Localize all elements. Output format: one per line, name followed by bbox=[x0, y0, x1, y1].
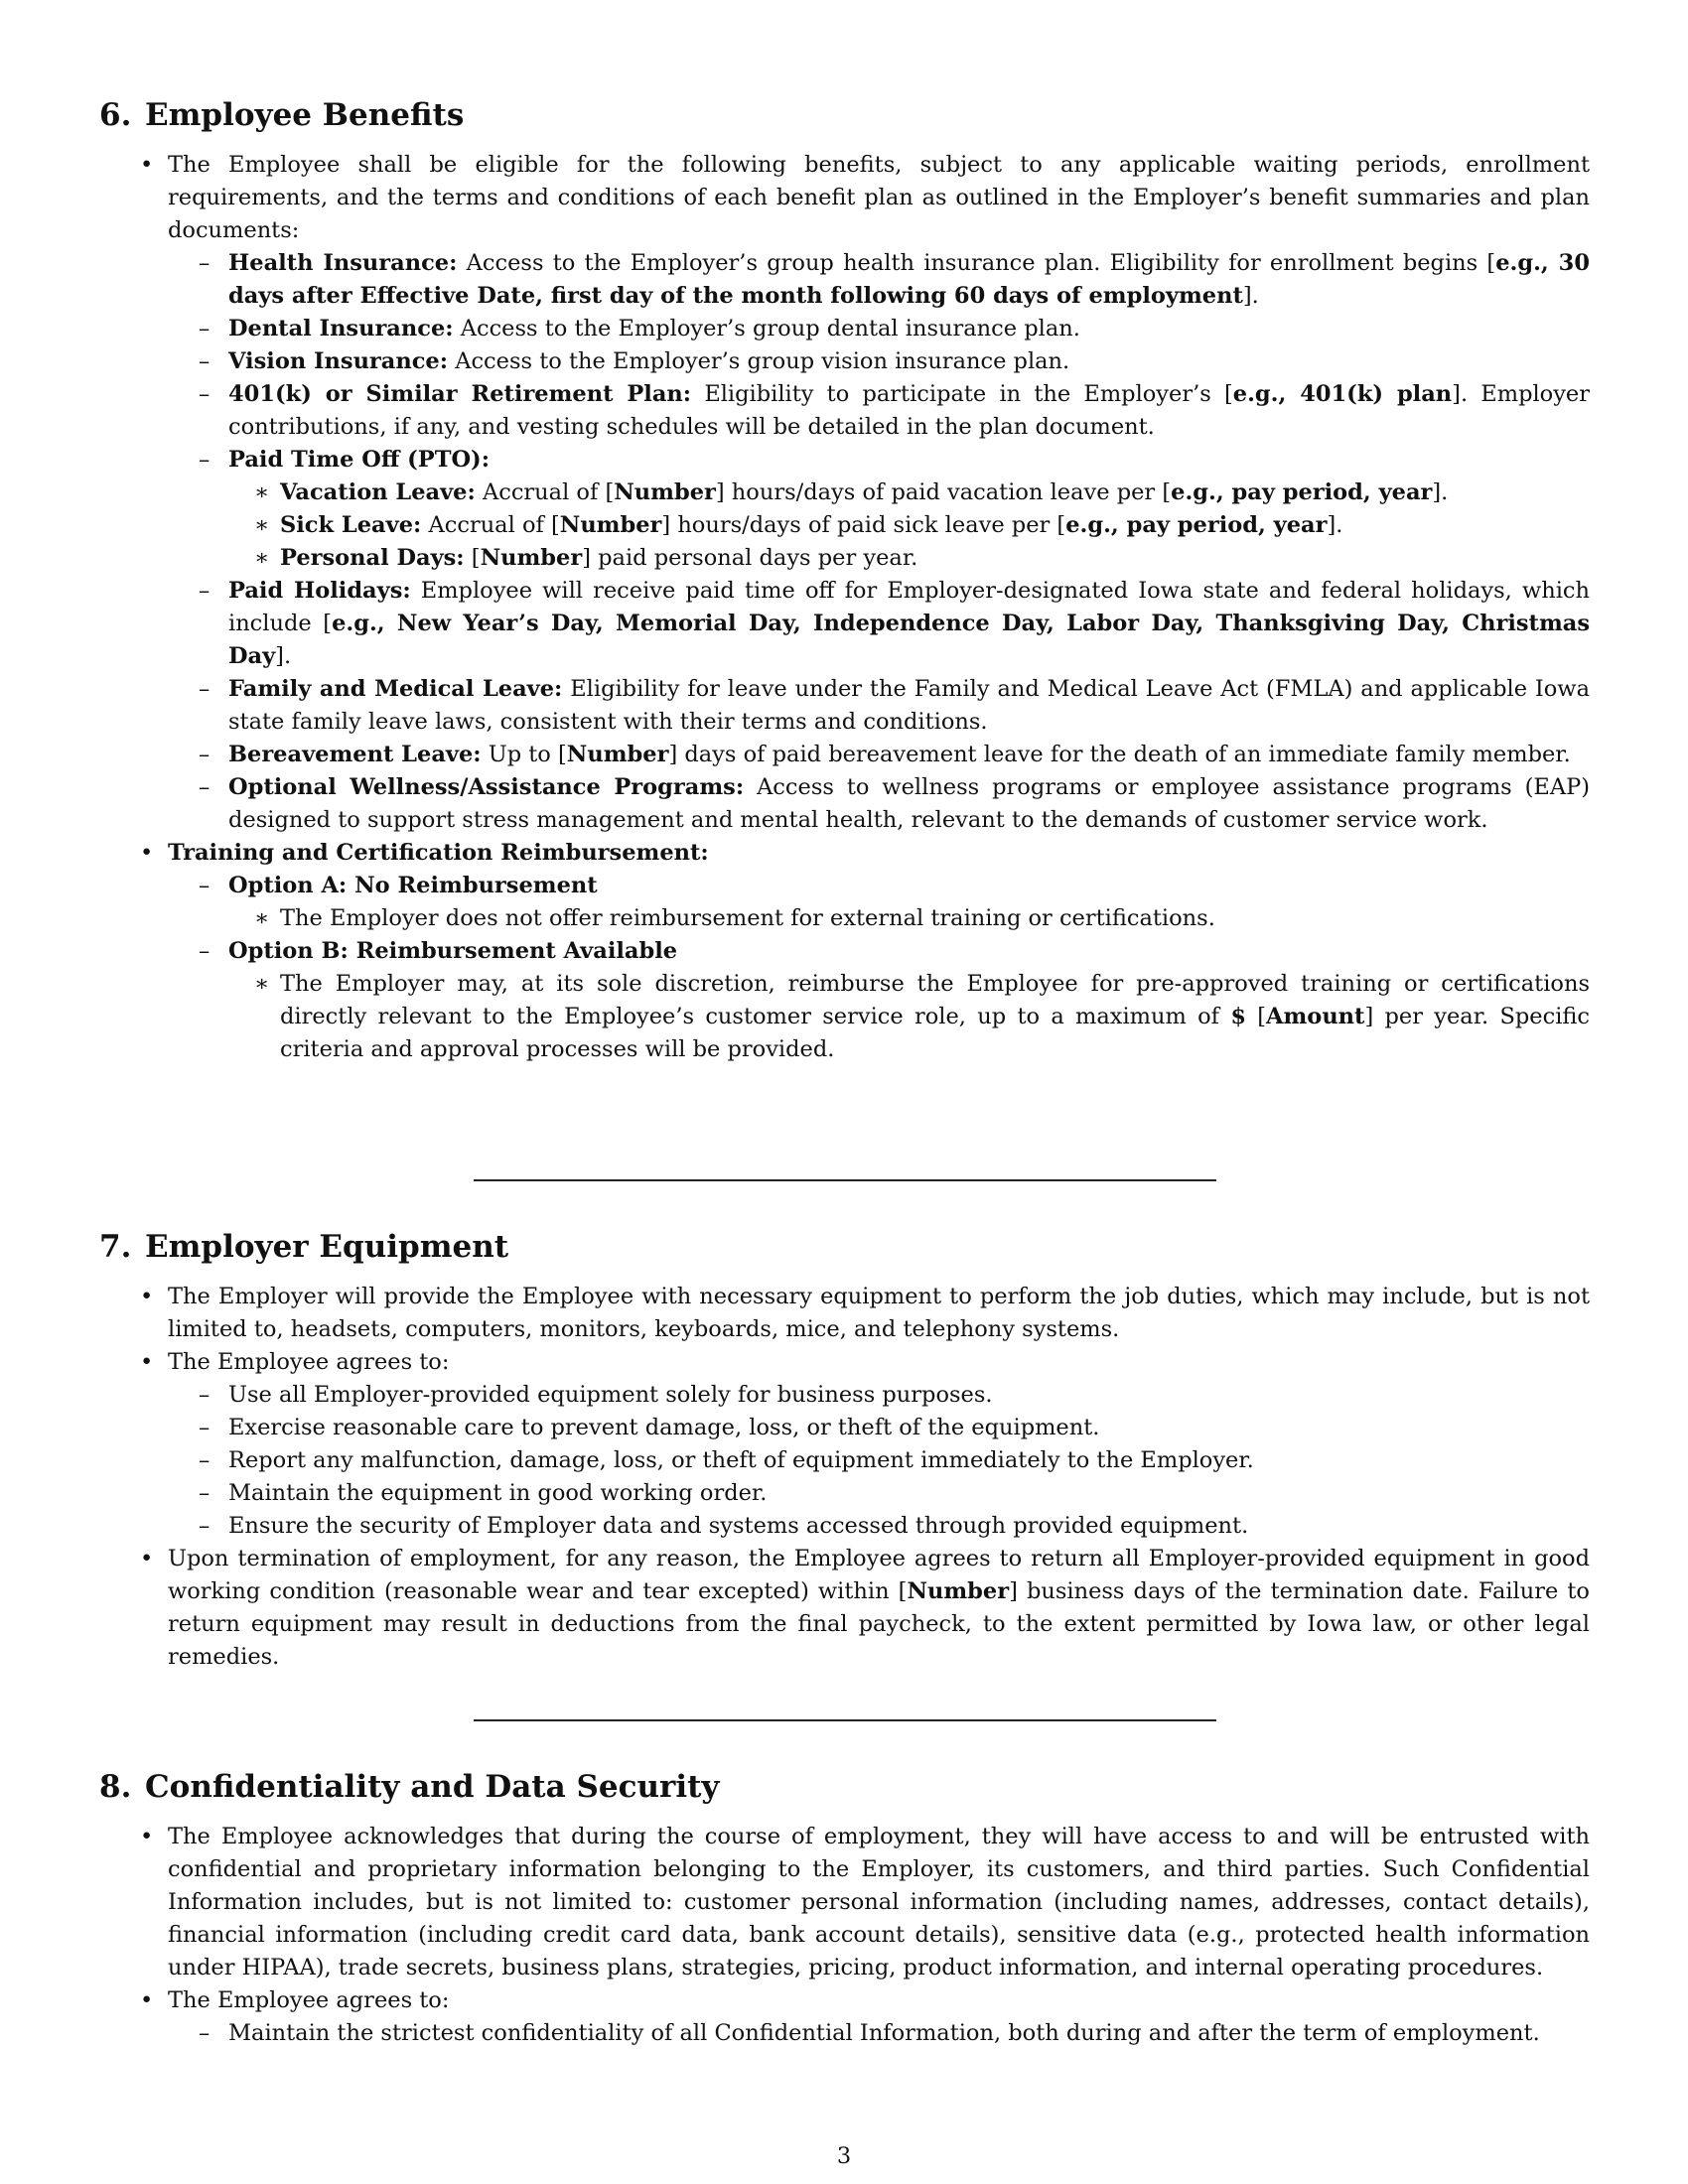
section-heading-confidentiality bbox=[99, 1767, 719, 1807]
section-divider bbox=[474, 1179, 1216, 1181]
list-item: • The Employer will provide the Employee with necessary equipment to perform the job duties, which may include, but is not limited to, headsets, computers, monitors, keyboards, mice, and telephony systems. bbox=[168, 1281, 1590, 1346]
list-item: • Upon termination of employment, for any reason, the Employee agrees to return all Employer-provided equipment in good working condition (reasonable wear and tear excepted) within [Number] business days of the termination date. Failure to return equipment may result in deductions from the final paycheck, to the extent permitted by Iowa law, or other legal remedies. bbox=[168, 1543, 1590, 1674]
benefit-paid-holidays: – Paid Holidays: Employee will receive paid time off for Employer-designated Iowa state and federal holidays, which include [e.g., New Year’s Day, Memorial Day, Independence Day, Labor Day, Thanksgiving Day, Christmas Day]. bbox=[228, 575, 1590, 673]
section-number: 7. bbox=[99, 1229, 132, 1265]
pto-vacation-leave: ∗ Vacation Leave: Accrual of [Number] hours/days of paid vacation leave per [e.g., pay period, year]. bbox=[280, 477, 1590, 509]
benefit-wellness-programs: – Optional Wellness/Assistance Programs: Access to wellness programs or employee assistance programs (EAP) designed to support stress management and mental health, relevant to the demands of customer service work. bbox=[228, 771, 1590, 837]
section-body-employer-equipment bbox=[0, 1281, 1688, 1674]
benefit-family-medical-leave: – Family and Medical Leave: Eligibility for leave under the Family and Medical Leave Act (FMLA) and applicable Iowa state family leave laws, consistent with their terms and conditions. bbox=[228, 673, 1590, 739]
benefit-health-insurance: – Health Insurance: Access to the Employer’s group health insurance plan. Eligibility for enrollment begins [e.g., 30 days after Effective Date, first day of the month following 60 days of employment]. bbox=[228, 247, 1590, 313]
training-option-a: – Option A: No Reimbursement ∗ The Employer does not offer reimbursement for external training or certifications. bbox=[228, 870, 1590, 935]
section-divider bbox=[474, 1719, 1216, 1721]
pto-sick-leave: ∗ Sick Leave: Accrual of [Number] hours/days of paid sick leave per [e.g., pay period, year]. bbox=[280, 509, 1590, 542]
list-item: • The Employee shall be eligible for the following benefits, subject to any applicable waiting periods, enrollment requirements, and the terms and conditions of each benefit plan as outlined in the Employer’s benefit summaries and plan documents: – Health Insurance: Access to the Employer’s group health insurance plan. Eligibility for enrollment begins [e.g., 30 days after Effective Date, first day of the month following 60 days of employment]. – Dental Insurance: Access to the Employer’s group dental insurance plan. – Vision Insurance: Access to the Employer’s group vision insurance plan. – 401(k) or Similar Retirement Plan: Eligibility to participate in the Employer’s [e.g., 401(k) plan]. Employer contributions, if any, and vesting schedules will be detailed in the plan document. – Paid Time Off (PTO): ∗ Vacation Leave: Accrual of [Number] hours/days of paid vacation leave per [e.g., pay period, year]. ∗ Sick Leave: Accrual of [Number] hours/days of paid sick leave per [e.g., pay period, year]. ∗ Personal Days: [Number] paid personal days per year. – Paid Holidays: Employee will receive paid time off for Employer-designated Iowa state and federal holidays, which include [e.g., New Year’s Day, Memorial Day, Independence Day, Labor Day, Thanksgiving Day, Christmas Day]. – Family and Medical Leave: Eligibility for leave under the Family and Medical Leave Act (FMLA) and applicable Iowa state family leave laws, consistent with their terms and conditions. – Bereavement Leave: Up to [Number] days of paid bereavement leave for the death of an immediate family member. – Optional Wellness/Assistance Programs: Access to wellness programs or employee assistance programs (EAP) designed to support stress management and mental health, relevant to the demands of customer service work. bbox=[168, 149, 1590, 837]
training-option-b: – Option B: Reimbursement Available ∗ The Employer may, at its sole discretion, reimburse the Employee for pre-approved training or certifications directly relevant to the Employee’s customer service role, up to a maximum of $ [Amount] per year. Specific criteria and approval processes will be provided. bbox=[228, 935, 1590, 1066]
list-item: – Maintain the strictest confidentiality of all Confidential Information, both during and after the term of employment. bbox=[228, 2017, 1590, 2050]
section-body-confidentiality bbox=[0, 1821, 1688, 2050]
benefit-dental-insurance: – Dental Insurance: Access to the Employer’s group dental insurance plan. bbox=[228, 313, 1590, 345]
section-heading-employee-benefits bbox=[99, 95, 464, 135]
benefit-vision-insurance: – Vision Insurance: Access to the Employer’s group vision insurance plan. bbox=[228, 345, 1590, 378]
section-body-employee-benefits bbox=[0, 149, 1688, 1066]
benefit-retirement-plan: – 401(k) or Similar Retirement Plan: Eligibility to participate in the Employer’s [e.g., 401(k) plan]. Employer contributions, if any, and vesting schedules will be detailed in the plan document. bbox=[228, 378, 1590, 444]
list-item: ∗ The Employer may, at its sole discretion, reimburse the Employee for pre-approved training or certifications directly relevant to the Employee’s customer service role, up to a maximum of $ [Amount] per year. Specific criteria and approval processes will be provided. bbox=[280, 968, 1590, 1066]
list-item: – Exercise reasonable care to prevent damage, loss, or theft of the equipment. bbox=[228, 1412, 1590, 1444]
section-number: 8. bbox=[99, 1769, 132, 1805]
page-number: 3 bbox=[836, 2143, 852, 2169]
section-title: Employee Benefits bbox=[145, 97, 465, 133]
benefit-paid-time-off: – Paid Time Off (PTO): ∗ Vacation Leave: Accrual of [Number] hours/days of paid vacation leave per [e.g., pay period, year]. ∗ Sick Leave: Accrual of [Number] hours/days of paid sick leave per [e.g., pay period, year]. ∗ Personal Days: [Number] paid personal days per year. bbox=[228, 444, 1590, 575]
section-title: Employer Equipment bbox=[145, 1229, 509, 1265]
list-item: – Ensure the security of Employer data and systems accessed through provided equipment. bbox=[228, 1510, 1590, 1543]
benefit-bereavement-leave: – Bereavement Leave: Up to [Number] days of paid bereavement leave for the death of an immediate family member. bbox=[228, 739, 1590, 771]
section-heading-employer-equipment bbox=[99, 1227, 508, 1267]
list-item: ∗ The Employer does not offer reimbursement for external training or certifications. bbox=[280, 902, 1590, 935]
list-item: • The Employee agrees to: – Use all Employer-provided equipment solely for business purposes. – Exercise reasonable care to prevent damage, loss, or theft of the equipment. – Report any malfunction, damage, loss, or theft of equipment immediately to the Employer. – Maintain the equipment in good working order. – Ensure the security of Employer data and systems accessed through provided equipment. bbox=[168, 1346, 1590, 1543]
list-item-training-reimbursement: • Training and Certification Reimbursement: – Option A: No Reimbursement ∗ The Employer does not offer reimbursement for external training or certifications. – Option B: Reimbursement Available ∗ The Employer may, at its sole discretion, reimburse the Employee for pre-approved training or certifications directly relevant to the Employee’s customer service role, up to a maximum of $ [Amount] per year. Specific criteria and approval processes will be provided. bbox=[168, 837, 1590, 1066]
pto-personal-days: ∗ Personal Days: [Number] paid personal days per year. bbox=[280, 542, 1590, 575]
section-title: Confidentiality and Data Security bbox=[145, 1769, 720, 1805]
list-item: • The Employee agrees to: – Maintain the strictest confidentiality of all Confidential Information, both during and after the term of employment. bbox=[168, 1984, 1590, 2050]
section-number: 6. bbox=[99, 97, 132, 133]
list-item: – Report any malfunction, damage, loss, or theft of equipment immediately to the Employer. bbox=[228, 1444, 1590, 1477]
list-item: – Use all Employer-provided equipment solely for business purposes. bbox=[228, 1379, 1590, 1412]
list-item: • The Employee acknowledges that during the course of employment, they will have access to and will be entrusted with confidential and proprietary information belonging to the Employer, its customers, and third parties. Such Confidential Information includes, but is not limited to: customer personal information (including names, addresses, contact details), financial information (including credit card data, bank account details), sensitive data (e.g., protected health information under HIPAA), trade secrets, business plans, strategies, pricing, product information, and internal operating procedures. bbox=[168, 1821, 1590, 1984]
list-item: – Maintain the equipment in good working order. bbox=[228, 1477, 1590, 1510]
